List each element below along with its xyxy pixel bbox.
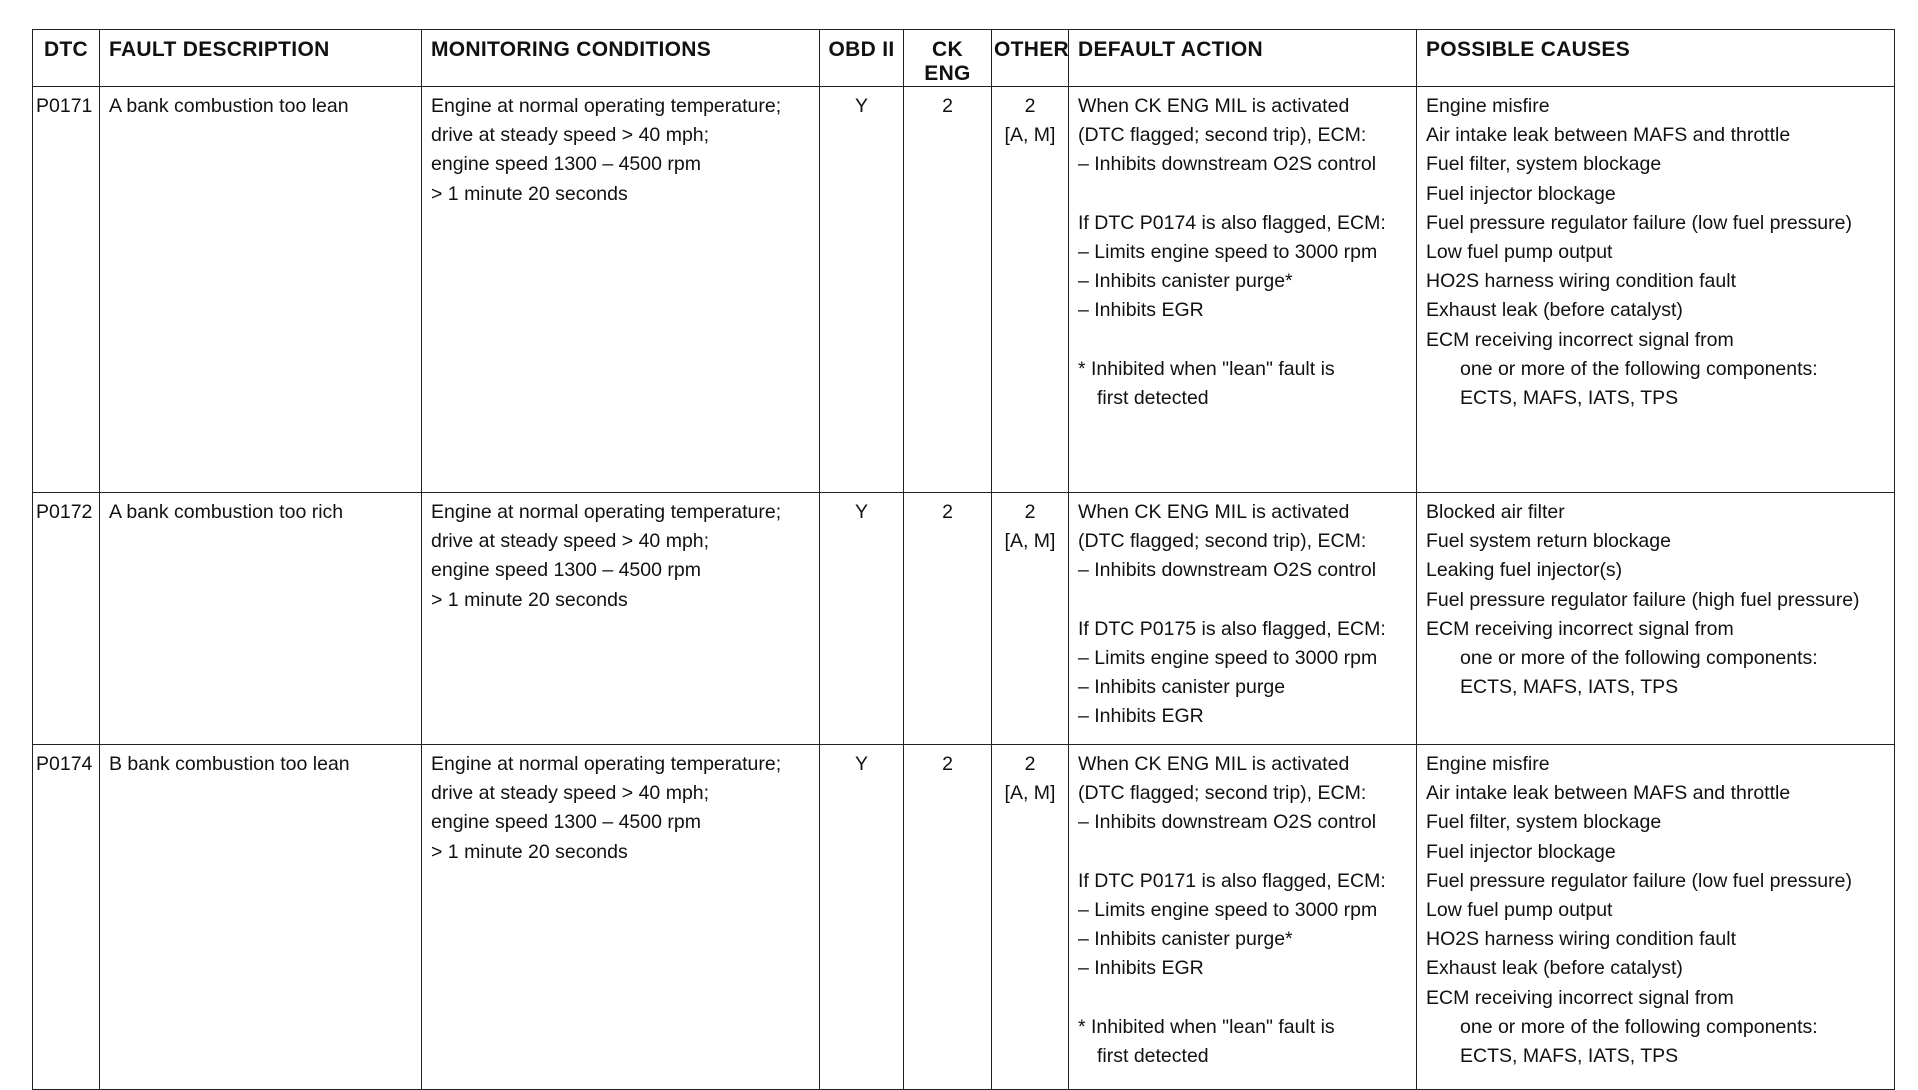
monitoring-line: engine speed 1300 – 4500 rpm [431, 559, 701, 582]
cause-subline: ECTS, MAFS, IATS, TPS [1460, 676, 1679, 699]
obd-value [820, 87, 904, 493]
monitoring-line: drive at steady speed > 40 mph; [431, 530, 710, 553]
header-possible-causes: POSSIBLE CAUSES [1417, 30, 1895, 87]
dtc-code-text: P0171 [36, 95, 93, 117]
possible-causes [1417, 87, 1895, 493]
header-row [33, 30, 1895, 87]
monitoring-line: > 1 minute 20 seconds [431, 840, 628, 863]
other-value [992, 493, 1069, 745]
default-action-line: – Inhibits canister purge [1078, 676, 1286, 699]
default-action-line: – Inhibits canister purge* [1078, 270, 1293, 293]
other-value [992, 745, 1069, 1090]
cause-subline: ECTS, MAFS, IATS, TPS [1460, 387, 1679, 410]
fault-description [100, 493, 422, 745]
other-line: [A, M] [1004, 124, 1056, 147]
obd-value [820, 745, 904, 1090]
table-row [33, 493, 1895, 745]
fault-description-text: A bank combustion too rich [109, 501, 344, 523]
default-action-line: – Inhibits canister purge* [1078, 928, 1293, 951]
header-default-action: DEFAULT ACTION [1069, 30, 1417, 87]
paragraph-gap [1078, 984, 1408, 1013]
monitoring-line: > 1 minute 20 seconds [431, 182, 628, 205]
obd-text: Y [854, 753, 868, 775]
table-body [33, 87, 1895, 1090]
paragraph-gap [1078, 326, 1408, 355]
default-action-line: – Inhibits downstream O2S control [1078, 559, 1377, 582]
cause-subline: one or more of the following components: [1460, 357, 1818, 380]
default-action-line: If DTC P0175 is also flagged, ECM: [1078, 617, 1386, 640]
header-ck-eng: CK ENG [904, 30, 992, 87]
cause-line: Low fuel pump output [1426, 899, 1613, 922]
monitoring-line: drive at steady speed > 40 mph; [431, 124, 710, 147]
cause-line: Leaking fuel injector(s) [1426, 559, 1623, 582]
default-action-line: – Inhibits EGR [1078, 299, 1204, 322]
ck-eng-value [904, 745, 992, 1090]
ck-eng-text: 2 [942, 95, 953, 117]
cause-line: Blocked air filter [1426, 501, 1565, 523]
monitoring-conditions [422, 493, 820, 745]
ck-eng-text: 2 [942, 501, 953, 523]
cause-line: Air intake leak between MAFS and throttle [1426, 782, 1791, 805]
cause-line: ECM receiving incorrect signal from [1426, 617, 1734, 640]
dtc-code [33, 87, 100, 493]
monitoring-line: Engine at normal operating temperature; [431, 753, 782, 775]
paragraph-gap [1078, 180, 1408, 209]
cause-subline: one or more of the following components: [1460, 1015, 1818, 1038]
other-line: [A, M] [1004, 530, 1056, 553]
table-row [33, 745, 1895, 1090]
table-header [33, 30, 1895, 87]
cause-line: Exhaust leak (before catalyst) [1426, 299, 1683, 322]
default-action-line: – Inhibits downstream O2S control [1078, 811, 1377, 834]
fault-description-text: A bank combustion too lean [109, 95, 349, 117]
dtc-code [33, 745, 100, 1090]
header-monitoring-conditions: MONITORING CONDITIONS [422, 30, 820, 87]
cause-line: Fuel pressure regulator failure (low fuel pressure) [1426, 869, 1852, 892]
default-action-note: * Inhibited when "lean" fault is [1078, 357, 1335, 380]
possible-causes [1417, 493, 1895, 745]
other-value [992, 87, 1069, 493]
default-action [1069, 745, 1417, 1090]
header-other: OTHER [992, 30, 1069, 87]
default-action-line: – Limits engine speed to 3000 rpm [1078, 241, 1378, 263]
fault-description [100, 745, 422, 1090]
default-action-line: When CK ENG MIL is activated [1078, 753, 1350, 775]
default-action-line: – Inhibits downstream O2S control [1078, 153, 1377, 176]
paragraph-gap [1078, 586, 1408, 615]
cause-subline: one or more of the following components: [1460, 647, 1818, 670]
default-action-line: When CK ENG MIL is activated [1078, 95, 1350, 117]
dtc-table [32, 29, 1895, 1090]
cause-line: Fuel pressure regulator failure (high fuel pressure) [1426, 588, 1860, 611]
ck-eng-value [904, 493, 992, 745]
monitoring-line: engine speed 1300 – 4500 rpm [431, 811, 701, 834]
document-page [32, 29, 1894, 1068]
default-action-line: When CK ENG MIL is activated [1078, 501, 1350, 523]
default-action-note: * Inhibited when "lean" fault is [1078, 1015, 1335, 1038]
cause-line: Fuel filter, system blockage [1426, 811, 1662, 834]
ck-eng-text: 2 [942, 753, 953, 775]
monitoring-line: engine speed 1300 – 4500 rpm [431, 153, 701, 176]
default-action-line: – Inhibits EGR [1078, 957, 1204, 980]
monitoring-line: Engine at normal operating temperature; [431, 501, 782, 523]
other-line: 2 [1024, 95, 1036, 117]
dtc-code-text: P0174 [36, 753, 93, 775]
cause-subline: ECTS, MAFS, IATS, TPS [1460, 1045, 1679, 1068]
fault-description-text: B bank combustion too lean [109, 753, 350, 775]
cause-line: Fuel injector blockage [1426, 840, 1616, 863]
header-dtc: DTC [33, 30, 100, 87]
cause-line: HO2S harness wiring condition fault [1426, 270, 1736, 293]
other-line: 2 [1024, 501, 1036, 523]
default-action-line: – Limits engine speed to 3000 rpm [1078, 647, 1378, 669]
default-action [1069, 493, 1417, 745]
cause-line: Engine misfire [1426, 753, 1550, 775]
cause-line: Low fuel pump output [1426, 241, 1613, 264]
default-action-line: (DTC flagged; second trip), ECM: [1078, 782, 1367, 805]
ck-eng-value [904, 87, 992, 493]
fault-description [100, 87, 422, 493]
monitoring-line: drive at steady speed > 40 mph; [431, 782, 710, 805]
default-action-line: – Inhibits EGR [1078, 705, 1204, 728]
default-action-note: first detected [1097, 387, 1209, 409]
cause-line: Fuel system return blockage [1426, 530, 1671, 553]
header-fault-description: FAULT DESCRIPTION [100, 30, 422, 87]
cause-line: Air intake leak between MAFS and throttle [1426, 124, 1791, 147]
other-line: 2 [1024, 753, 1036, 775]
default-action [1069, 87, 1417, 493]
other-line: [A, M] [1004, 782, 1056, 805]
default-action-line: (DTC flagged; second trip), ECM: [1078, 530, 1367, 553]
cause-line: ECM receiving incorrect signal from [1426, 328, 1734, 351]
monitoring-conditions [422, 87, 820, 493]
paragraph-gap [1078, 838, 1408, 867]
obd-text: Y [854, 501, 868, 523]
header-obd: OBD II [820, 30, 904, 87]
default-action-note: first detected [1097, 1045, 1209, 1067]
cause-line: Exhaust leak (before catalyst) [1426, 957, 1683, 980]
dtc-code [33, 493, 100, 745]
default-action-line: If DTC P0174 is also flagged, ECM: [1078, 211, 1386, 234]
table-row [33, 87, 1895, 493]
cause-line: HO2S harness wiring condition fault [1426, 928, 1736, 951]
cause-line: Engine misfire [1426, 95, 1550, 117]
monitoring-line: > 1 minute 20 seconds [431, 588, 628, 611]
cause-line: Fuel filter, system blockage [1426, 153, 1662, 176]
monitoring-conditions [422, 745, 820, 1090]
default-action-line: – Limits engine speed to 3000 rpm [1078, 899, 1378, 921]
dtc-code-text: P0172 [36, 501, 93, 523]
obd-value [820, 493, 904, 745]
cause-line: Fuel pressure regulator failure (low fuel pressure) [1426, 211, 1852, 234]
default-action-line: (DTC flagged; second trip), ECM: [1078, 124, 1367, 147]
default-action-line: If DTC P0171 is also flagged, ECM: [1078, 869, 1386, 892]
cause-line: Fuel injector blockage [1426, 182, 1616, 205]
monitoring-line: Engine at normal operating temperature; [431, 95, 782, 117]
cause-line: ECM receiving incorrect signal from [1426, 986, 1734, 1009]
possible-causes [1417, 745, 1895, 1090]
obd-text: Y [854, 95, 868, 117]
